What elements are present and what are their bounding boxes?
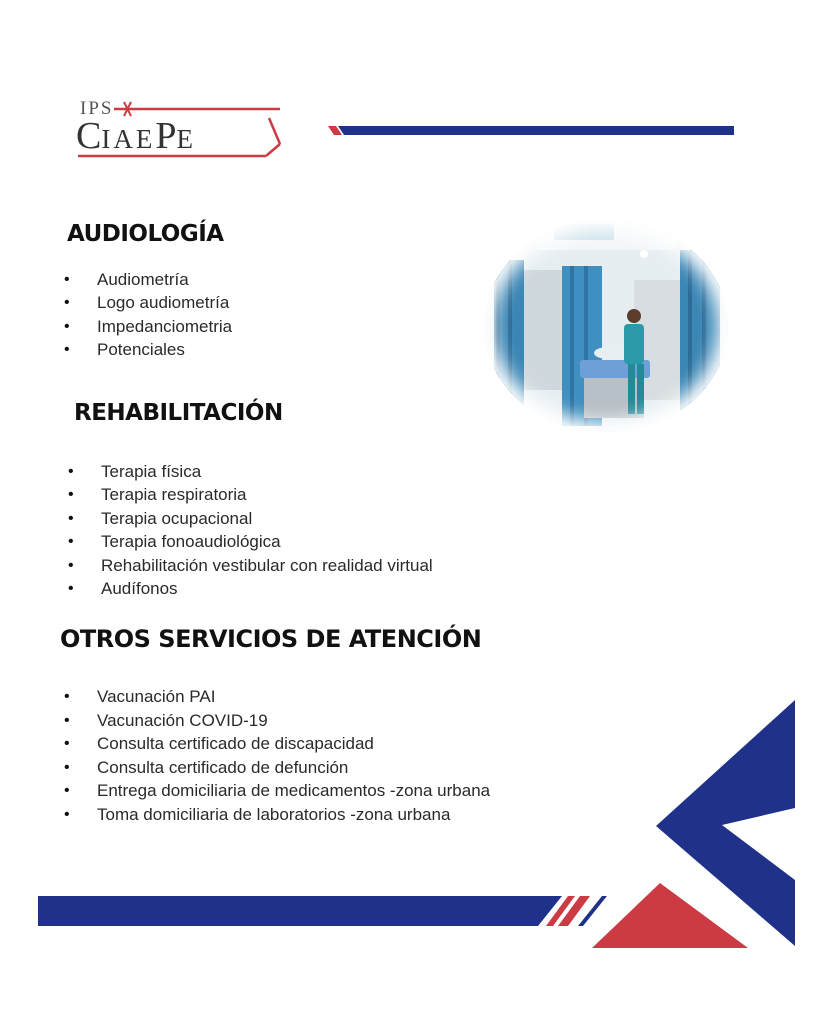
top-stripe bbox=[328, 126, 734, 136]
list-item: • Logo audiometría bbox=[64, 291, 232, 314]
list-item: • Consulta certificado de defunción bbox=[64, 756, 490, 780]
logo-letter-p: P bbox=[155, 115, 177, 157]
bottom-decoration bbox=[0, 690, 832, 1024]
bottom-bar bbox=[38, 896, 562, 926]
red-triangle-shape bbox=[592, 883, 748, 948]
list-item: • Terapia fonoaudiológica bbox=[68, 530, 433, 553]
rehabilitacion-list bbox=[68, 460, 433, 600]
list-item: • Audiometría bbox=[64, 268, 232, 291]
list-item: • Potenciales bbox=[64, 338, 232, 361]
list-item: • Entrega domiciliaria de medicamentos -zona urbana bbox=[64, 779, 490, 803]
logo-name bbox=[76, 114, 196, 158]
list-item: • Toma domiciliaria de laboratorios -zona urbana bbox=[64, 803, 490, 827]
list-item: • Audífonos bbox=[68, 577, 433, 600]
rehabilitacion-heading: REHABILITACIÓN bbox=[74, 400, 283, 426]
logo-letter-e: E bbox=[176, 124, 196, 154]
audiologia-heading: AUDIOLOGÍA bbox=[67, 221, 224, 247]
list-item: • Rehabilitación vestibular con realidad virtual bbox=[68, 554, 433, 577]
list-item: • Impedanciometria bbox=[64, 315, 232, 338]
list-item: • Terapia ocupacional bbox=[68, 507, 433, 530]
list-item: • Terapia respiratoria bbox=[68, 483, 433, 506]
logo-prefix: IPS bbox=[80, 98, 114, 119]
logo-letter-c: C bbox=[76, 115, 102, 157]
therapy-room-illustration bbox=[484, 220, 728, 432]
otros-servicios-heading: OTROS SERVICIOS DE ATENCIÓN bbox=[60, 625, 482, 653]
list-item: • Vacunación COVID-19 bbox=[64, 709, 490, 733]
list-item: • Consulta certificado de discapacidad bbox=[64, 732, 490, 756]
list-item: • Vacunación PAI bbox=[64, 685, 490, 709]
audiologia-list bbox=[64, 268, 232, 362]
logo-letters-iae: IAE bbox=[101, 124, 156, 154]
list-item: • Terapia física bbox=[68, 460, 433, 483]
ciaepe-logo bbox=[74, 98, 284, 168]
therapy-room-photo bbox=[484, 220, 728, 432]
